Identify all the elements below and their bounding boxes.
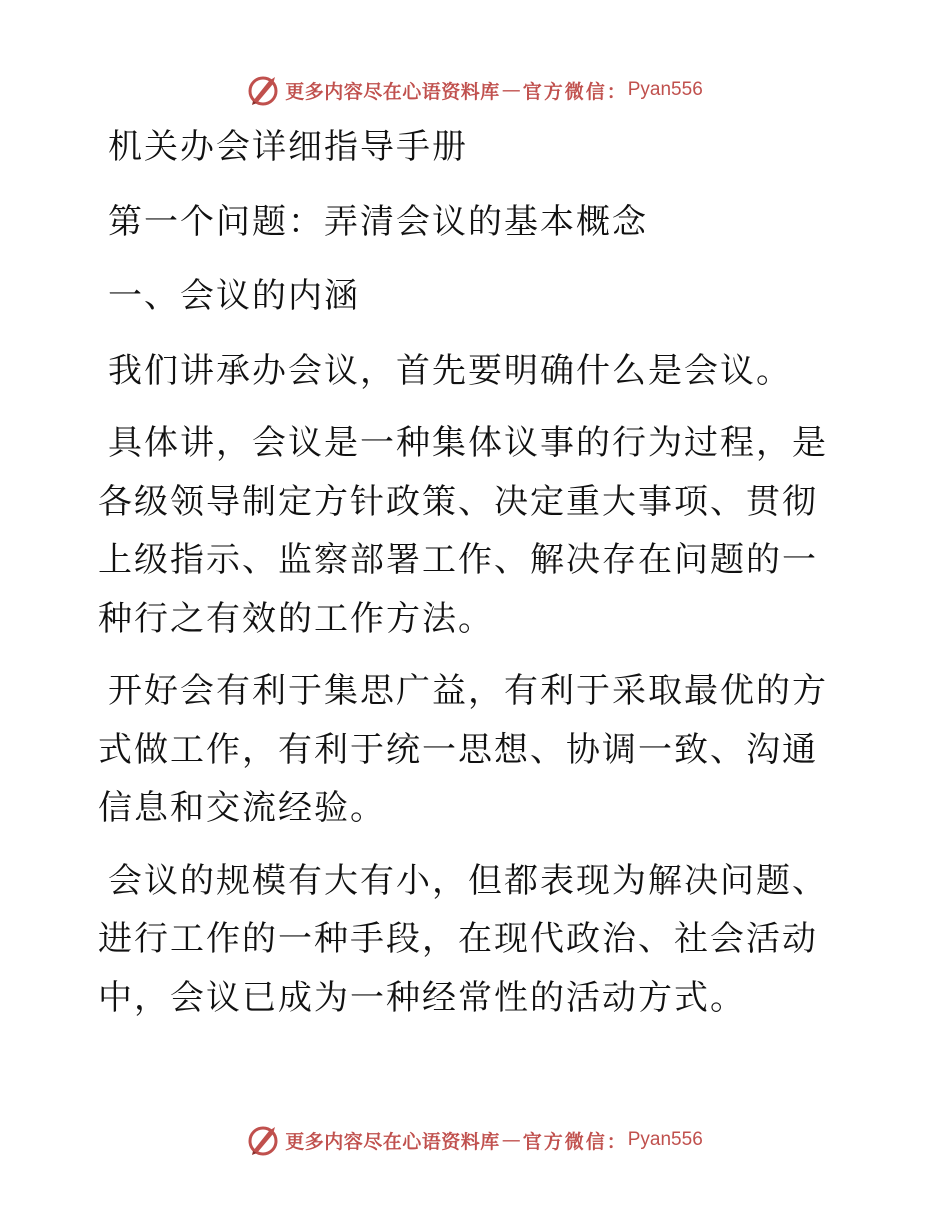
watermark-separator: —: [501, 1129, 521, 1151]
section-heading: 一、会议的内涵: [108, 276, 360, 316]
paragraph: 会议的规模有大有小，但都表现为解决问题、进行工作的一种手段，在现代政治、社会活动中，会议已成为一种经常性的活动方式。: [98, 860, 828, 1018]
watermark-id: Pyan556: [627, 79, 703, 100]
document-body: [98, 118, 850, 1041]
header-watermark: [0, 70, 950, 110]
paragraph: 具体讲，会议是一种集体议事的行为过程，是各级领导制定方针政策、决定重大事项、贯彻上级指示、监察部署工作、解决存在问题的一种行之有效的工作方法。: [98, 423, 828, 639]
document-title: 机关办会详细指导手册: [108, 127, 468, 167]
watermark-id: Pyan556: [627, 1129, 703, 1150]
footer-watermark: [0, 1120, 950, 1160]
pen-logo-icon: [247, 73, 281, 107]
pen-logo-icon: [247, 1123, 281, 1157]
paragraph: 开好会有利于集思广益，有利于采取最优的方式做工作，有利于统一思想、协调一致、沟通信息和交流经验。: [98, 671, 828, 828]
watermark-brand-text: 更多内容尽在心语资料库: [285, 1130, 500, 1153]
watermark-label: 官方微信：: [522, 1130, 628, 1153]
question-heading: 第一个问题：弄清会议的基本概念: [108, 201, 648, 242]
watermark-separator: —: [501, 79, 521, 101]
watermark-brand-text: 更多内容尽在心语资料库: [285, 80, 500, 103]
watermark-label: 官方微信：: [522, 80, 628, 103]
paragraph: 我们讲承办会议，首先要明确什么是会议。: [108, 350, 792, 391]
